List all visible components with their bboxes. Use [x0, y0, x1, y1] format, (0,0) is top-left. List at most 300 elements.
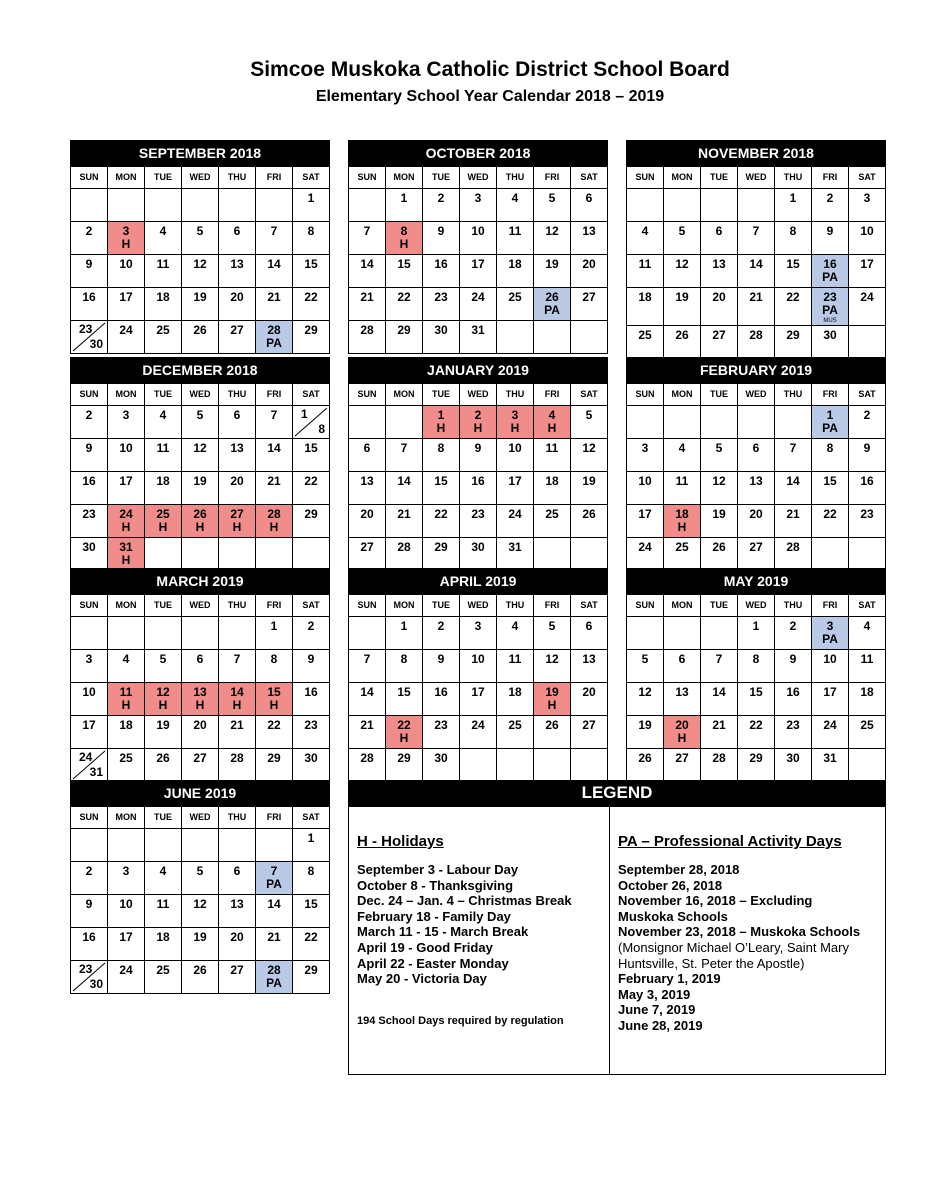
weekday-header: SAT — [293, 384, 330, 406]
week-row — [71, 288, 330, 321]
day-number: 4 — [511, 619, 519, 633]
day-number: 5 — [548, 191, 556, 205]
day-number: 3 — [826, 619, 834, 633]
day-cell — [460, 650, 497, 683]
legend-box — [348, 780, 886, 1075]
day-number: 5 — [196, 864, 204, 878]
day-number: 10 — [638, 474, 652, 488]
day-cell — [701, 505, 738, 538]
day-number: 21 — [360, 718, 374, 732]
day-number: 10 — [471, 652, 485, 666]
day-number: 29 — [397, 323, 411, 337]
weekday-header: THU — [219, 384, 256, 406]
day-cell — [219, 222, 256, 255]
day-number: 22 — [786, 290, 800, 304]
day-number: 19 — [156, 718, 170, 732]
day-number: 27 — [582, 290, 596, 304]
weekday-header: FRI — [534, 595, 571, 617]
month-calendar — [348, 357, 608, 571]
week-row — [349, 650, 608, 683]
day-cell — [71, 406, 108, 439]
holiday-item: Dec. 24 – Jan. 4 – Christmas Break — [357, 893, 572, 909]
day-number: 13 — [360, 474, 374, 488]
day-number: 2 — [437, 191, 445, 205]
weekday-header: SUN — [71, 384, 108, 406]
weekday-header: SAT — [849, 167, 886, 189]
day-number: 28 — [749, 328, 763, 342]
day-cell — [849, 222, 886, 255]
week-row — [349, 255, 608, 288]
day-cell — [460, 617, 497, 650]
holiday-day-cell — [497, 406, 534, 439]
holiday-marker: H — [399, 237, 409, 251]
holiday-marker: H — [121, 237, 131, 251]
day-number: 16 — [82, 474, 96, 488]
empty-day-cell — [627, 189, 664, 222]
day-cell — [108, 928, 145, 961]
holiday-marker: H — [195, 520, 205, 534]
holiday-marker: H — [232, 520, 242, 534]
holiday-marker: H — [399, 731, 409, 745]
day-cell — [423, 222, 460, 255]
day-cell — [738, 505, 775, 538]
day-cell — [775, 683, 812, 716]
week-row — [71, 749, 330, 782]
day-cell — [293, 895, 330, 928]
empty-day-cell — [849, 538, 886, 571]
day-cell — [349, 472, 386, 505]
week-row — [349, 749, 608, 782]
day-cell — [423, 288, 460, 321]
day-number: 27 — [749, 540, 763, 554]
day-number: 23 — [434, 290, 448, 304]
day-cell — [664, 472, 701, 505]
day-cell — [145, 716, 182, 749]
empty-day-cell — [738, 406, 775, 439]
day-cell — [627, 326, 664, 359]
pa-day-list — [610, 862, 885, 1034]
day-cell — [849, 683, 886, 716]
day-number: 1 — [307, 191, 315, 205]
day-cell — [108, 406, 145, 439]
weekday-header: THU — [219, 807, 256, 829]
day-number: 10 — [119, 897, 133, 911]
combined-day-cell — [293, 406, 330, 439]
day-cell — [219, 406, 256, 439]
day-number: 18 — [508, 685, 522, 699]
day-cell — [497, 538, 534, 571]
day-cell — [460, 472, 497, 505]
day-cell — [775, 189, 812, 222]
day-cell — [386, 288, 423, 321]
day-cell — [460, 439, 497, 472]
day-cell — [627, 472, 664, 505]
day-number: 12 — [545, 224, 559, 238]
combined-day-cell — [71, 321, 108, 354]
holiday-day-cell — [534, 406, 571, 439]
weekday-header: WED — [182, 807, 219, 829]
pa-marker: PA — [822, 632, 838, 646]
day-cell — [738, 326, 775, 359]
holiday-marker: H — [473, 421, 483, 435]
page-subtitle: Elementary School Year Calendar 2018 – 2019 — [315, 88, 665, 105]
month-calendar — [70, 357, 330, 571]
day-number: 1 — [301, 407, 308, 421]
weekday-header: MON — [664, 595, 701, 617]
week-row — [71, 928, 330, 961]
day-number: 25 — [156, 963, 170, 977]
day-cell — [386, 439, 423, 472]
empty-day-cell — [627, 617, 664, 650]
week-row — [71, 538, 330, 571]
legend-pa-days-column — [610, 807, 885, 1074]
day-number: 21 — [267, 290, 281, 304]
day-number: 6 — [585, 191, 593, 205]
weekday-header: MON — [108, 384, 145, 406]
pa-days-heading: PA – Professional Activity Days — [618, 833, 842, 850]
day-number: 6 — [233, 408, 241, 422]
day-number: 25 — [508, 290, 522, 304]
day-number: 1 — [400, 619, 408, 633]
week-row — [627, 189, 886, 222]
day-number: 14 — [749, 257, 763, 271]
week-row — [71, 716, 330, 749]
day-number: 27 — [230, 963, 244, 977]
day-cell — [664, 683, 701, 716]
month-calendar — [70, 780, 330, 994]
day-number: 29 — [434, 540, 448, 554]
weekday-header: SAT — [849, 384, 886, 406]
day-cell — [182, 895, 219, 928]
week-row — [71, 617, 330, 650]
day-number: 23 — [79, 322, 93, 336]
day-number: 31 — [471, 323, 485, 337]
day-number: 27 — [582, 718, 596, 732]
day-number: 19 — [712, 507, 726, 521]
week-row — [627, 617, 886, 650]
day-cell — [71, 505, 108, 538]
day-cell — [71, 928, 108, 961]
day-number: 14 — [267, 441, 281, 455]
day-cell — [71, 650, 108, 683]
holiday-item: February 18 - Family Day — [357, 908, 511, 924]
holiday-marker: H — [510, 421, 520, 435]
day-cell — [108, 716, 145, 749]
day-number: 4 — [122, 652, 130, 666]
day-cell — [71, 716, 108, 749]
holiday-item: May 20 - Victoria Day — [357, 971, 487, 987]
day-number: 24 — [79, 750, 93, 764]
day-number: 13 — [749, 474, 763, 488]
pa-day-cell — [256, 321, 293, 354]
holiday-item: April 22 - Easter Monday — [357, 955, 509, 971]
day-cell — [423, 439, 460, 472]
empty-day-cell — [571, 538, 608, 571]
day-number: 9 — [863, 441, 871, 455]
day-cell — [145, 321, 182, 354]
empty-day-cell — [182, 538, 219, 571]
month-calendar — [626, 357, 886, 571]
day-cell — [738, 617, 775, 650]
weekday-header: THU — [497, 384, 534, 406]
day-number: 28 — [360, 751, 374, 765]
day-number: 3 — [863, 191, 871, 205]
day-number: 11 — [156, 441, 170, 455]
holiday-marker: H — [232, 698, 242, 712]
holiday-marker: H — [436, 421, 446, 435]
day-number: 15 — [267, 685, 281, 699]
week-row — [627, 222, 886, 255]
day-number: 2 — [85, 224, 93, 238]
day-number: 13 — [675, 685, 689, 699]
day-cell — [256, 749, 293, 782]
day-cell — [256, 928, 293, 961]
day-cell — [534, 505, 571, 538]
day-cell — [497, 439, 534, 472]
pa-day-item: May 3, 2019 — [618, 986, 691, 1002]
month-grid — [348, 166, 608, 354]
day-number: 25 — [156, 323, 170, 337]
day-number: 23 — [82, 507, 96, 521]
weekday-header: SUN — [71, 807, 108, 829]
day-number: 13 — [230, 257, 244, 271]
day-number: 18 — [508, 257, 522, 271]
empty-day-cell — [701, 617, 738, 650]
day-cell — [775, 716, 812, 749]
day-number: 19 — [545, 685, 559, 699]
empty-day-cell — [145, 617, 182, 650]
day-number: 22 — [749, 718, 763, 732]
day-number: 23 — [434, 718, 448, 732]
day-cell — [108, 472, 145, 505]
day-number: 30 — [471, 540, 485, 554]
day-number: 2 — [307, 619, 315, 633]
day-number: 2 — [826, 191, 834, 205]
pa-day-cell — [812, 255, 849, 288]
day-cell — [293, 472, 330, 505]
day-cell — [219, 961, 256, 994]
day-cell — [571, 406, 608, 439]
day-cell — [182, 255, 219, 288]
day-cell — [256, 288, 293, 321]
day-number: 18 — [119, 718, 133, 732]
day-number: 1 — [789, 191, 797, 205]
day-cell — [349, 288, 386, 321]
holiday-day-cell — [108, 683, 145, 716]
day-number: 9 — [474, 441, 482, 455]
week-row — [627, 472, 886, 505]
empty-day-cell — [664, 617, 701, 650]
day-cell — [738, 716, 775, 749]
day-cell — [145, 749, 182, 782]
day-cell — [349, 749, 386, 782]
holiday-day-cell — [108, 538, 145, 571]
week-row — [349, 505, 608, 538]
day-cell — [812, 650, 849, 683]
day-number: 31 — [508, 540, 522, 554]
day-number: 1 — [437, 408, 445, 422]
weekday-header: WED — [738, 167, 775, 189]
day-number: 8 — [752, 652, 760, 666]
holiday-day-cell — [664, 716, 701, 749]
day-number: 29 — [749, 751, 763, 765]
day-cell — [775, 288, 812, 326]
day-cell — [497, 255, 534, 288]
holiday-marker: H — [195, 698, 205, 712]
day-cell — [423, 617, 460, 650]
day-cell — [182, 928, 219, 961]
day-number: 3 — [122, 408, 130, 422]
holiday-item: September 3 - Labour Day — [357, 862, 519, 877]
day-number: 18 — [156, 474, 170, 488]
week-row — [71, 505, 330, 538]
day-number: 2 — [863, 408, 871, 422]
day-number: 24 — [119, 507, 133, 521]
week-row — [71, 895, 330, 928]
day-cell — [775, 617, 812, 650]
day-number: 9 — [85, 897, 93, 911]
week-row — [71, 222, 330, 255]
day-number: 27 — [675, 751, 689, 765]
day-number: 18 — [860, 685, 874, 699]
day-number: 3 — [511, 408, 519, 422]
day-number: 26 — [712, 540, 726, 554]
day-cell — [71, 255, 108, 288]
day-cell — [664, 650, 701, 683]
empty-day-cell — [145, 538, 182, 571]
day-cell — [534, 439, 571, 472]
holiday-marker: H — [677, 520, 687, 534]
day-number: 16 — [82, 930, 96, 944]
week-row — [71, 650, 330, 683]
day-cell — [849, 505, 886, 538]
empty-day-cell — [108, 829, 145, 862]
week-row — [627, 439, 886, 472]
day-cell — [349, 505, 386, 538]
pa-day-item: Muskoka Schools — [618, 908, 728, 924]
day-cell — [534, 650, 571, 683]
day-cell — [182, 288, 219, 321]
day-number: 24 — [471, 290, 485, 304]
day-number: 14 — [267, 257, 281, 271]
weekday-header: SUN — [349, 167, 386, 189]
day-number: 6 — [233, 224, 241, 238]
week-row — [71, 472, 330, 505]
day-number: 15 — [304, 257, 318, 271]
day-number: 8 — [400, 652, 408, 666]
day-cell — [108, 961, 145, 994]
day-number: 17 — [119, 930, 133, 944]
weekday-header: THU — [775, 167, 812, 189]
day-number: 4 — [548, 408, 556, 422]
day-cell — [664, 222, 701, 255]
day-cell — [460, 255, 497, 288]
day-cell — [497, 650, 534, 683]
day-cell — [738, 222, 775, 255]
day-cell — [849, 288, 886, 326]
day-number: 12 — [675, 257, 689, 271]
day-number: 17 — [860, 257, 874, 271]
empty-day-cell — [812, 538, 849, 571]
week-row — [349, 406, 608, 439]
day-cell — [293, 716, 330, 749]
day-number: 30 — [89, 337, 103, 351]
week-row — [627, 505, 886, 538]
day-cell — [534, 716, 571, 749]
day-number: 8 — [437, 441, 445, 455]
day-cell — [293, 683, 330, 716]
weekday-header: SUN — [627, 384, 664, 406]
day-cell — [571, 716, 608, 749]
day-cell — [775, 749, 812, 782]
weekday-header: FRI — [534, 384, 571, 406]
day-number: 3 — [122, 224, 130, 238]
day-number: 2 — [474, 408, 482, 422]
day-number: 15 — [304, 897, 318, 911]
day-cell — [108, 895, 145, 928]
day-cell — [293, 288, 330, 321]
day-number: 26 — [156, 751, 170, 765]
weekday-header: FRI — [812, 595, 849, 617]
day-number: 5 — [159, 652, 167, 666]
day-cell — [386, 617, 423, 650]
empty-day-cell — [460, 749, 497, 782]
holiday-marker: H — [121, 520, 131, 534]
week-row — [71, 406, 330, 439]
day-cell — [849, 650, 886, 683]
day-number: 10 — [508, 441, 522, 455]
empty-day-cell — [775, 406, 812, 439]
holiday-marker: H — [547, 698, 557, 712]
pa-marker: PA — [266, 877, 282, 891]
day-number: 28 — [397, 540, 411, 554]
day-number: 26 — [193, 507, 207, 521]
empty-day-cell — [182, 617, 219, 650]
day-cell — [349, 321, 386, 354]
day-cell — [71, 222, 108, 255]
day-number: 30 — [434, 323, 448, 337]
day-number: 28 — [230, 751, 244, 765]
week-row — [627, 749, 886, 782]
pa-day-cell — [812, 288, 849, 326]
day-cell — [71, 439, 108, 472]
weekday-header: SUN — [627, 595, 664, 617]
month-grid — [348, 594, 608, 782]
day-cell — [812, 683, 849, 716]
weekday-header: TUE — [701, 384, 738, 406]
day-number: 7 — [400, 441, 408, 455]
month-title: SEPTEMBER 2018 — [70, 140, 330, 166]
day-number: 5 — [715, 441, 723, 455]
weekday-header: THU — [775, 595, 812, 617]
month-title: DECEMBER 2018 — [70, 357, 330, 383]
day-number: 9 — [85, 257, 93, 271]
day-number: 8 — [270, 652, 278, 666]
day-number: 17 — [638, 507, 652, 521]
day-cell — [627, 749, 664, 782]
day-number: 18 — [675, 507, 689, 521]
day-cell — [627, 683, 664, 716]
day-cell — [386, 683, 423, 716]
pa-day-cell — [256, 862, 293, 895]
holiday-day-cell — [145, 505, 182, 538]
weekday-header: MON — [108, 595, 145, 617]
day-number: 12 — [638, 685, 652, 699]
empty-day-cell — [571, 321, 608, 354]
week-row — [349, 538, 608, 571]
day-cell — [460, 321, 497, 354]
day-cell — [627, 222, 664, 255]
